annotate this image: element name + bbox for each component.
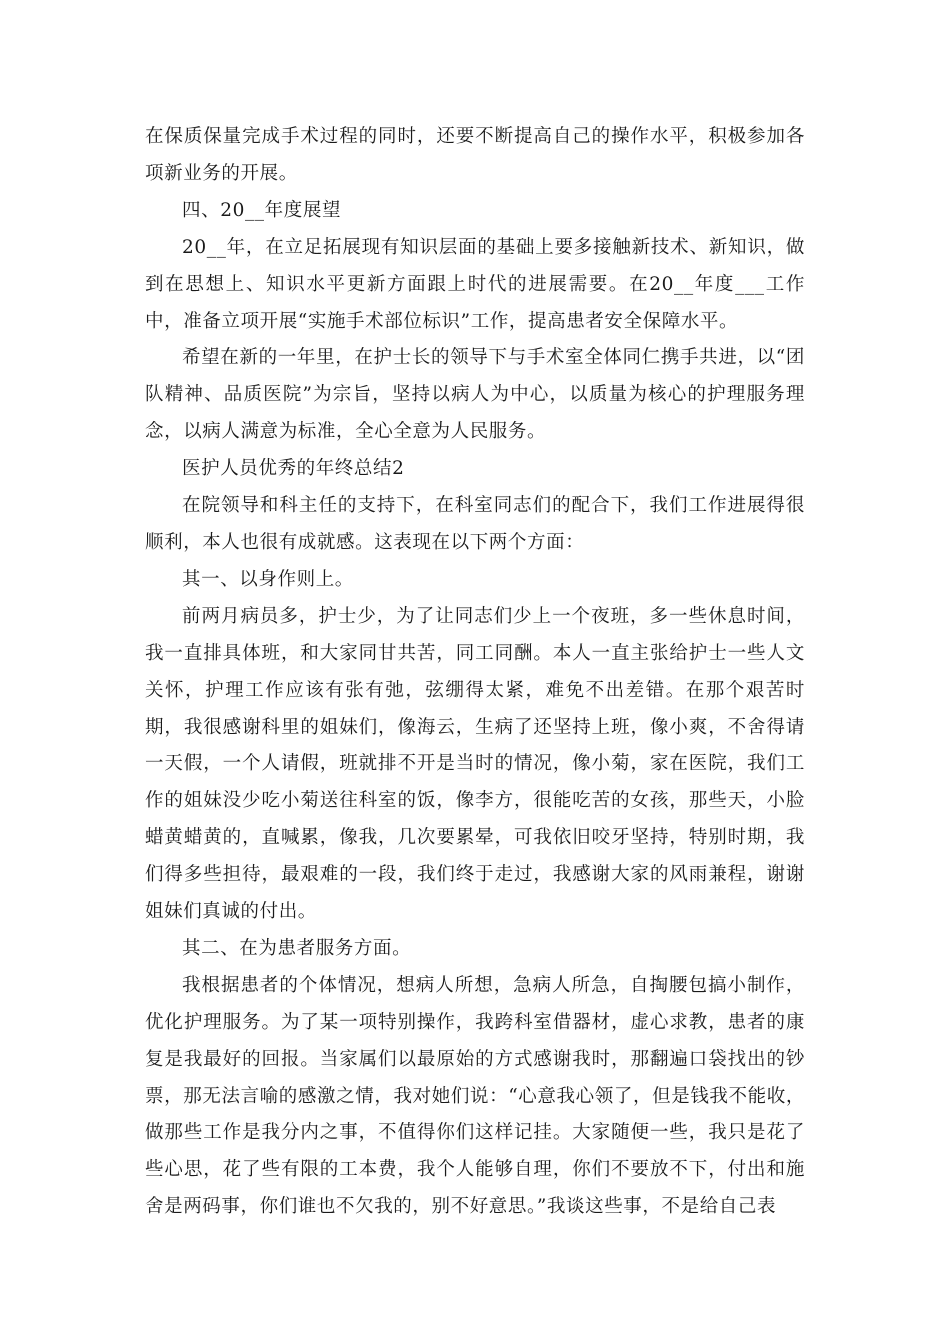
paragraph: 在保质保量完成手术过程的同时，还要不断提高自己的操作水平，积极参加各项新业务的开展。	[145, 126, 805, 184]
paragraph: 在院领导和科主任的支持下，在科室同志们的配合下，我们工作进展得很顺利，本人也很有成就感。这表现在以下两个方面：	[145, 495, 805, 553]
section-heading: 其二、在为患者服务方面。	[182, 937, 412, 959]
document-title: 医护人员优秀的年终总结2	[182, 458, 405, 480]
paragraph: 20__年，在立足拓展现有知识层面的基础上要多接触新技术、新知识，做到在思想上、知识水平更新方面跟上时代的进展需要。在20__年度___工作中，准备立项开展“实施手术部位标识”工作，提高患者安全保障水平。	[145, 236, 805, 332]
section-heading: 四、20__年度展望	[182, 199, 342, 221]
document-body	[145, 119, 805, 1226]
paragraph: 前两月病员多，护士少，为了让同志们少上一个夜班，多一些休息时间，我一直排具体班，和大家同甘共苦，同工同酬。本人一直主张给护士一些人文关怀，护理工作应该有张有弛，弦绷得太紧，难免不出差错。在那个艰苦时期，我很感谢科里的姐妹们，像海云，生病了还坚持上班，像小爽，不舍得请一天假，一个人请假，班就排不开是当时的情况，像小菊，家在医院，我们工作的姐妹没少吃小菊送往科室的饭，像李方，很能吃苦的女孩，那些天，小脸蜡黄蜡黄的，直喊累，像我，几次要累晕，可我依旧咬牙坚持，特别时期，我们得多些担待，最艰难的一段，我们终于走过，我感谢大家的风雨兼程，谢谢姐妹们真诚的付出。	[145, 605, 805, 923]
paragraph: 我根据患者的个体情况，想病人所想，急病人所急，自掏腰包搞小制作，优化护理服务。为了某一项特别操作，我跨科室借器材，虚心求教，患者的康复是我最好的回报。当家属们以最原始的方式感谢我时，那翻遍口袋找出的钞票，那无法言喻的感激之情，我对她们说：“心意我心领了，但是钱我不能收，做那些工作是我分内之事，不值得你们这样记挂。大家随便一些，我只是花了些心思，花了些有限的工本费，我个人能够自理，你们不要放不下，付出和施舍是两码事，你们谁也不欠我的，别不好意思。”我谈这些事，不是给自己表	[145, 974, 805, 1218]
paragraph: 希望在新的一年里，在护士长的领导下与手术室全体同仁携手共进，以“团队精神、品质医院”为宗旨，坚持以病人为中心，以质量为核心的护理服务理念，以病人满意为标准，全心全意为人民服务。	[145, 347, 805, 443]
section-heading: 其一、以身作则上。	[182, 568, 354, 590]
